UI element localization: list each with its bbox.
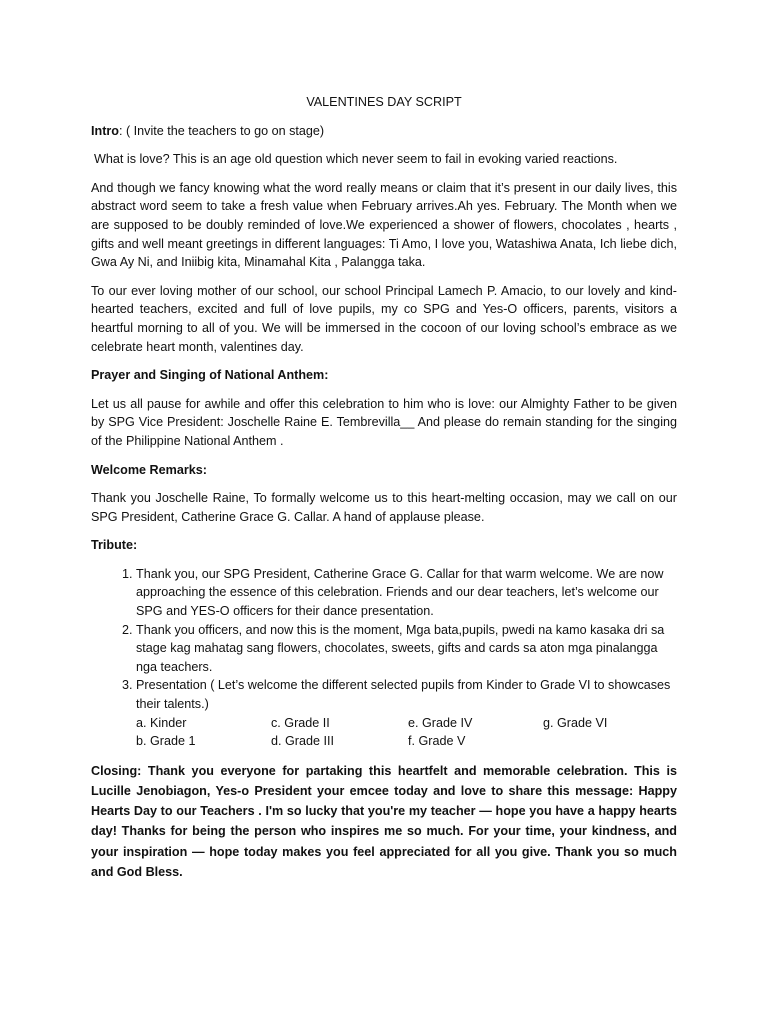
grade-list (136, 714, 677, 751)
welcome-paragraph: Thank you Joschelle Raine, To formally welcome us to this heart-melting occasion, may we call on our SPG President, Catherine Grace G. Callar. A hand of applause please. (91, 491, 677, 524)
grade-item: g. Grade VI (543, 715, 608, 730)
intro-paragraph (91, 122, 677, 141)
welcome-heading: Welcome Remarks: (91, 462, 207, 477)
greeting-paragraph: To our ever loving mother of our school, our school Principal Lamech P. Amacio, to our lovely and kind-hearted teachers, excited and full of love pupils, my co SPG and Yes-O officers, parents, visitors a heartful morning to all of you. We will be immersed in the cocoon of our loving school’s embrace as we celebrate heart month, valentines day. (91, 283, 677, 354)
tribute-item (136, 621, 677, 677)
grade-item: e. Grade IV (408, 715, 473, 730)
tribute-item-text: Thank you officers, and now this is the moment, Mga bata,pupils, pwedi na kamo kasaka dri sa stage kag mahatag sang flowers, chocolates, sweets, gifts and cards sa aton mga pinalangga nga teachers. (136, 622, 665, 674)
tribute-item-text: Thank you, our SPG President, Catherine Grace G. Callar for that warm welcome. We are now approaching the essence of this celebration. Friends and our dear teachers, let’s welcome our SPG and YES-O officers for their dance presentation. (136, 566, 664, 619)
february-paragraph: And though we fancy knowing what the word really means or claim that it’s present in our daily lives, this abstract word seem to take a fresh value when February arrives.Ah yes. February. The Month when we are supposed to be doubly reminded of love.We experienced a shower of flowers, chocolates , hearts , gifts and well meant greetings in different languages: Ti Amo, I love you, Watashiwa Anata, Ich liebe dich, Gwa Ay Ni, and Iniibig kita, Minamahal Kita , Palangga taka. (91, 180, 677, 270)
prayer-paragraph: Let us all pause for awhile and offer this celebration to him who is love: our Almighty Father to be given by SPG Vice President: Joschelle Raine E. Tembrevilla__ And please do remain standing for the singing of the Philippine National Anthem . (91, 396, 677, 448)
grade-item: d. Grade III (271, 734, 334, 749)
intro-text: : ( Invite the teachers to go on stage) (118, 123, 325, 138)
tribute-item (136, 676, 677, 750)
tribute-list (91, 565, 677, 751)
document-page (91, 93, 677, 882)
grade-item: b. Grade 1 (136, 734, 196, 749)
grade-item: f. Grade V (408, 734, 466, 749)
tribute-item-text: Presentation ( Let’s welcome the different selected pupils from Kinder to Grade VI to showcases their talents.) (136, 678, 671, 712)
love-question-paragraph: What is love? This is an age old question which never seem to fail in evoking varied reactions. (94, 152, 618, 167)
intro-label: Intro (91, 123, 119, 138)
tribute-item (136, 565, 677, 621)
tribute-heading: Tribute: (91, 538, 138, 553)
closing-paragraph: Closing: Thank you everyone for partaking this heartfelt and memorable celebration. This is Lucille Jenobiagon, Yes-o President your emcee today and love to share this message: Happy Hearts Day to our Teachers . I'm so lucky that you're my teacher — hope you have a happy hearts day! Thanks for being the person who inspires me so much. For your time, your kindness, and your inspiration — hope today makes you feel appreciated for all you give. Thank you so much and God Bless. (91, 763, 677, 879)
grade-item: c. Grade II (271, 715, 330, 730)
grade-item: a. Kinder (136, 715, 187, 730)
document-title: VALENTINES DAY SCRIPT (306, 95, 462, 109)
prayer-heading: Prayer and Singing of National Anthem: (91, 368, 329, 383)
